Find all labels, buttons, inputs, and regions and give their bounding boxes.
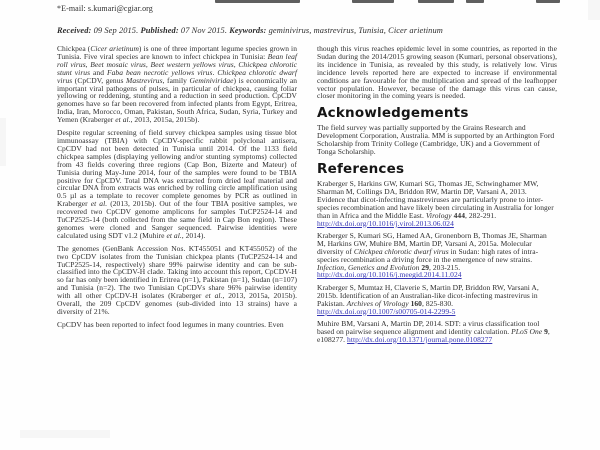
scan-noise xyxy=(0,118,6,166)
doi-link[interactable]: http://dx.doi.org/10.1016/j.virol.2013.06.024 xyxy=(317,218,454,228)
paragraph-intro-chickpea xyxy=(57,45,297,124)
text-segment: and xyxy=(90,67,107,77)
text-segment: Chickpea chlorotic dwarf virus xyxy=(57,67,297,85)
text-segment: Published: xyxy=(140,26,179,35)
text-segment: 160 xyxy=(410,298,422,308)
paragraph-legumes-lead-in xyxy=(57,321,297,329)
page-content xyxy=(57,4,557,348)
text-segment: ) is economically an important viral pathogens of pulses, in particular of chickpea, causing foliar yellowing or reddening, stunting and a reduction in seed production. CpCDV genomes have so far been recovered from infected plants from Egypt, Eritrea, India, Iran, Morocco, Oman, Pakistan, South Africa, Sudan, Syria, Turkey and Yemen (Kraberger xyxy=(57,75,297,125)
scan-noise xyxy=(20,430,110,438)
text-segment: , e108277. xyxy=(317,326,550,344)
text-segment: 29 xyxy=(421,262,430,272)
text-segment: Received: xyxy=(57,26,92,35)
doi-link[interactable]: http://dx.doi.org/10.1371/journal.pone.0108277 xyxy=(347,334,493,344)
scan-noise xyxy=(588,0,600,20)
text-segment: Mastrevirus xyxy=(126,75,163,85)
text-segment: (CpCDV, genus xyxy=(72,75,127,85)
text-segment: , 825-830. xyxy=(421,298,454,308)
email-line: *E-mail: s.kumari@cgiar.org xyxy=(57,4,153,13)
acknowledgements-body xyxy=(317,124,557,156)
text-segment: geminivirus, mastrevirus, Tunisia, Cicer arietinum xyxy=(266,26,443,35)
doi-link[interactable]: http://dx.doi.org/10.1007/s00705-014-2299-5 xyxy=(317,306,456,316)
text-segment: in Sudan: high rates of intra-species recombination a driving force in the emergence of new strains. xyxy=(317,246,539,264)
references-heading: References xyxy=(317,160,405,177)
text-segment: Cicer arietinum xyxy=(90,44,139,53)
paragraph-genome-analysis xyxy=(57,245,297,316)
text-segment: Chickpea ( xyxy=(57,44,91,53)
reference-item xyxy=(317,284,557,316)
text-segment: Kraberger S, Harkins GW, Kumari SG, Thomas JE, Schwinghamer MW, Sharman M, Collings DA, Briddon RW, Martin DP, Varsani A, 2013. Evidence that dicot-infecting mastreviruses are particularly prone to inter-species recombination and have likely been circulating in Australia for longer than in Africa and the Middle East. xyxy=(317,178,554,220)
text-segment: et al. xyxy=(115,115,131,125)
reference-item xyxy=(317,180,557,227)
text-segment: Bean leaf roll virus, Beet mosaic virus, Beet western yellows virus, Chickpea chlorotic stunt virus xyxy=(57,51,298,77)
text-segment: Kraberger S, Kumari SG, Hamed AA, Gronenborn B, Thomas JE, Sharman M, Harkins GW, Muhire BM, Martin DP, Varsani A, 2015a. Molecular diversity of xyxy=(317,230,547,256)
text-segment: . xyxy=(212,67,218,77)
paragraph-screening-methods xyxy=(57,129,297,240)
text-segment: et al. xyxy=(90,199,108,209)
text-segment: Kraberger S, Mumtaz H, Claverie S, Martin DP, Briddon RW, Varsani A, 2015b. Identification of an Australian-like dicot-infecting mastrevirus in Pakistan. xyxy=(317,282,539,308)
left-column xyxy=(57,45,297,348)
text-segment: Virology xyxy=(425,210,452,220)
text-segment: Chickpea chlorotic dwarf virus xyxy=(353,246,449,256)
text-segment: Despite regular screening of field survey chickpea samples using tissue blot immunoassay (TBIA) with CpCDV-specific rabbit polyclonal antisera, CpCDV had not been detected in Tunisia until 2014. Of the 1133 field chickpea samples (displaying yellowing and/or stunting symptoms) collected from 43 fields covering three regions (Cap Bon, Bizerte and Mateur) of Tunisia during May-June 2014, four of the samples were found to be TBIA positive for CpCDV. Total DNA was extracted from dried leaf material and circular DNA from extracts was enriched by rolling circle amplification using 0.5 µl as a template to recover complete genomes by PCR as outlined in Kraberger xyxy=(57,128,297,209)
reference-item xyxy=(317,232,557,279)
text-segment: Geminiviridae xyxy=(189,75,234,85)
text-segment: PLoS One xyxy=(511,326,543,336)
text-segment: , 2014). xyxy=(181,230,206,240)
text-segment: , 2013, 2015a, 2015b). Overall, the 209 CpCDV genomes (sub-divided into 13 strains) have a diversity of 21%. xyxy=(57,291,297,316)
right-column xyxy=(317,45,557,348)
text-segment: The genomes (GenBank Accession Nos. KT455051 and KT455052) of the two CpCDV isolates from the Tunisian chickpea plants (TuCP2524-14 and TuCP2525-14, respectively) share 99% pairwise identity and can be sub-classified into the CpCDV-H clade. Taking into account this report, CpCDV-H so far has only been identified in Eritrea (n=1), Pakistan (n=1), Sudan (n=107) and Tunisia (n=2). The two Tunisian CpCDVs share 96% pairwise identity with all other CpCDV-H isolates (Kraberger xyxy=(57,243,297,301)
text-segment: Infection, Genetics and Evolution xyxy=(317,262,420,272)
two-column-body xyxy=(57,45,557,348)
text-segment: et al. xyxy=(205,291,223,301)
text-segment: ) is one of three important legume species grown in Tunisia. Five viral species are known to infect chickpea in Tunisia: xyxy=(57,44,297,61)
text-segment: , 2013, 2015a, 2015b). xyxy=(130,115,200,125)
text-segment: , family xyxy=(162,75,190,85)
paragraph-epidemic-discussion xyxy=(317,45,557,100)
text-segment: though this virus reaches epidemic level in some countries, as reported in the Sudan during the 2014/2015 growing season (Kumari, personal observations), its incidence in Tunisia, as revealed by this study, is relatively low. Virus incidence levels reported here are expected to increase if environmental conditions are favourable for the multiplication and spread of the leafhopper vector population. However, because of the damage this virus can cause, closer monitoring in the coming years is needed. xyxy=(317,44,557,101)
text-segment: , 203-215. xyxy=(429,262,461,272)
text-segment: et al. xyxy=(166,230,182,240)
text-segment: Archives of Virology xyxy=(346,298,409,308)
text-segment: Muhire BM, Varsani A, Martin DP, 2014. SDT: a virus classification tool based on pairwise sequence alignment and identity calculation. xyxy=(317,318,540,336)
text-segment: 07 Nov 2015. xyxy=(178,26,230,35)
text-segment: 09 Sep 2015. xyxy=(91,26,141,35)
text-segment: The field survey was partially supported by the Grains Research and Development Corporation, Australia. MM is supported by an Arthington Ford Scholarship from Trinity College (Cambridge, UK) and a Government of Tonga Scholarship. xyxy=(317,123,555,157)
text-segment: , 282-291. xyxy=(465,210,497,220)
text-segment: (2013, 2015b). Out of the four TBIA positive samples, we recovered two CpCDV genome amplicons for samples TuCP2524-14 and TuCP2525-14 (both collected from the same field in Cap Bon region). These genomes were cloned and Sanger sequenced. Pairwise identities were calculated using SDT v1.2 (Muhire xyxy=(57,199,298,240)
text-segment: Keywords: xyxy=(229,26,267,35)
doi-link[interactable]: http://dx.doi.org/10.1016/j.meegid.2014.11.024 xyxy=(317,270,462,280)
received-published-keywords-line xyxy=(57,26,557,35)
reference-item xyxy=(317,320,557,344)
acknowledgements-heading: Acknowledgements xyxy=(317,105,469,122)
text-segment: Faba bean necrotic yellows virus xyxy=(106,67,213,77)
text-segment: 9 xyxy=(544,326,548,336)
text-segment: 444 xyxy=(453,210,466,220)
text-segment: CpCDV has been reported to infect food legumes in many countries. Even xyxy=(57,319,284,329)
